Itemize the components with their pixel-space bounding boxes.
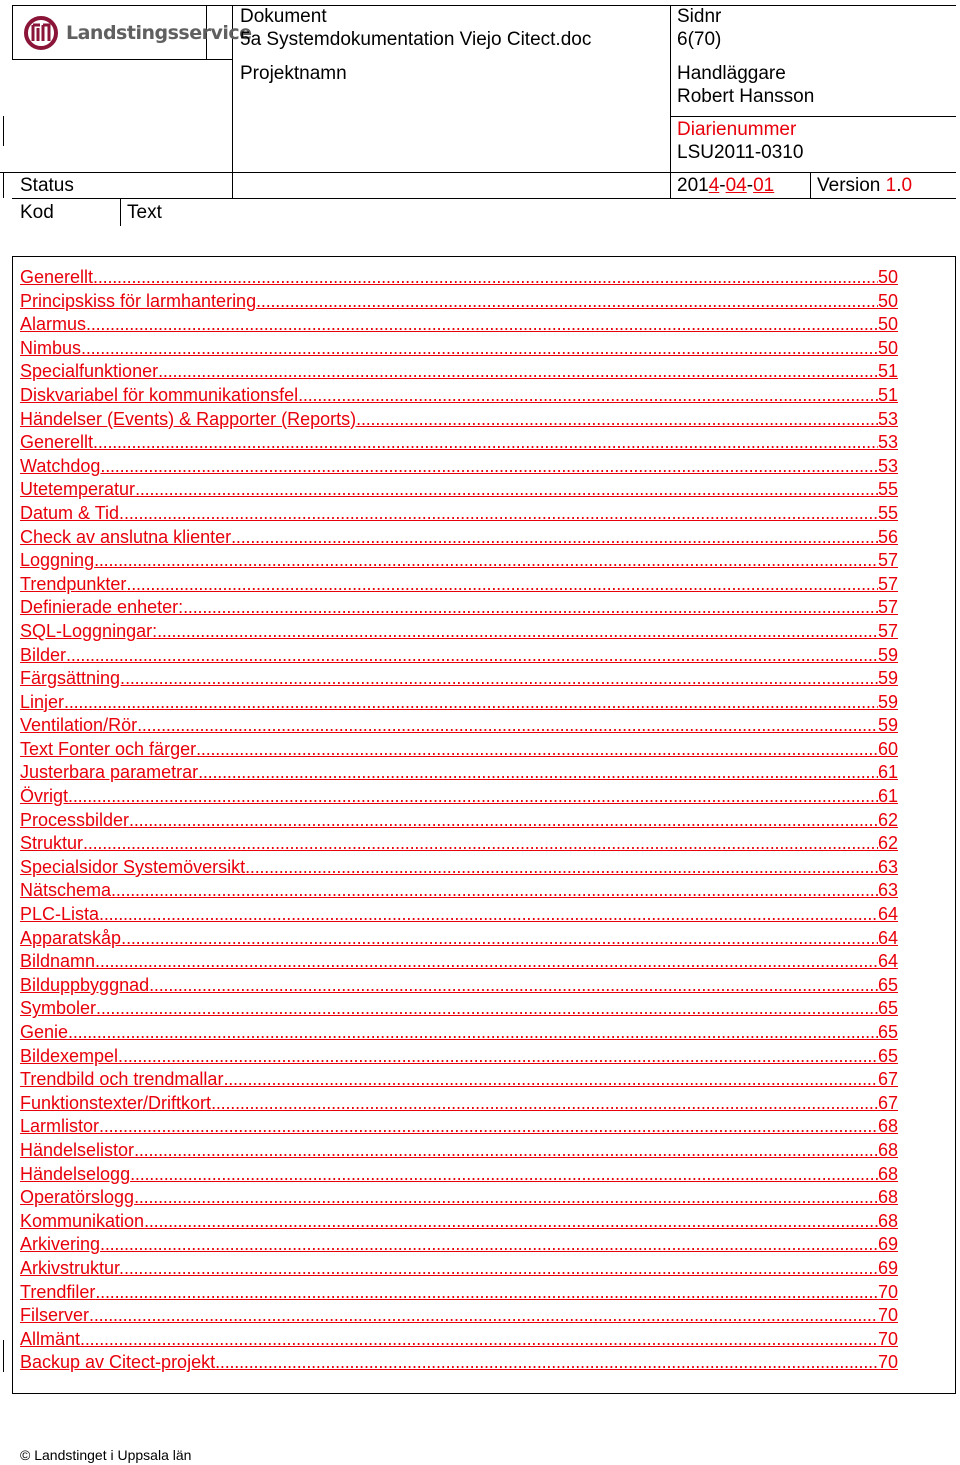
toc-dot-leader: [130, 1163, 878, 1185]
footer-text: Landstinget i Uppsala län: [34, 1447, 192, 1463]
kod-divider-line: [120, 198, 121, 226]
toc-dot-leader: [356, 408, 878, 430]
toc-entry-page[interactable]: 62: [877, 833, 898, 854]
toc-entry-title[interactable]: Alarmus: [20, 314, 87, 335]
toc-entry-page[interactable]: 70: [877, 1281, 898, 1302]
footer: [20, 1446, 191, 1464]
toc-entry[interactable]: [20, 879, 898, 903]
toc-entry-page[interactable]: 64: [877, 904, 898, 925]
toc-dot-leader: [135, 478, 878, 500]
toc-entry-title[interactable]: Ventilation/Rör: [20, 715, 138, 736]
logo: [24, 13, 252, 53]
toc-dot-leader: [231, 526, 878, 548]
toc-entry[interactable]: [20, 1233, 898, 1257]
change-bar: [3, 1340, 4, 1372]
header-top-line: [12, 5, 956, 6]
toc-entry-title[interactable]: Händelser (Events) & Rapporter (Reports): [20, 408, 357, 429]
toc-entry[interactable]: [20, 997, 898, 1021]
toc-entry[interactable]: [20, 1139, 898, 1163]
toc-dot-leader: [100, 455, 878, 477]
toc-entry-title[interactable]: Definierade enheter:: [20, 597, 184, 618]
toc-entry-page[interactable]: 69: [877, 1234, 898, 1255]
toc-dot-leader: [183, 596, 878, 618]
toc-dot-leader: [149, 974, 878, 996]
toc-entry-title[interactable]: Filserver: [20, 1305, 90, 1326]
toc-dot-leader: [158, 360, 878, 382]
toc-dot-leader: [124, 502, 878, 524]
toc-dot-leader: [134, 1139, 878, 1161]
toc-entry-page[interactable]: 57: [877, 620, 898, 641]
toc-entry-title[interactable]: Arkivering: [20, 1234, 101, 1255]
toc-entry[interactable]: [20, 738, 898, 762]
toc-entry-page[interactable]: 68: [877, 1116, 898, 1137]
toc-dot-leader: [196, 738, 878, 760]
toc-entry-title[interactable]: Generellt: [20, 267, 94, 287]
toc-entry[interactable]: [20, 1068, 898, 1092]
toc-entry-title[interactable]: Specialfunktioner: [20, 361, 159, 382]
toc-entry[interactable]: [20, 761, 898, 785]
toc-entry-title[interactable]: Principskiss för larmhantering: [20, 290, 257, 311]
toc-entry-title[interactable]: Backup av Citect-projekt: [20, 1352, 216, 1373]
toc-entry-page[interactable]: 61: [877, 786, 898, 807]
toc-entry[interactable]: [20, 549, 898, 573]
toc-dot-leader: [99, 903, 878, 925]
toc-entry-page[interactable]: 51: [877, 384, 898, 405]
toc-dot-leader: [298, 384, 878, 406]
toc-entry[interactable]: [20, 573, 898, 597]
toc-dot-leader: [198, 761, 878, 783]
toc-entry[interactable]: [20, 290, 898, 314]
toc-entry-page[interactable]: 65: [877, 998, 898, 1019]
toc-entry-page[interactable]: 53: [877, 408, 898, 429]
header-right-col-line: [670, 5, 671, 198]
toc-dot-leader: [134, 1186, 878, 1208]
toc-entry-title[interactable]: Övrigt: [20, 786, 69, 807]
toc-dot-leader: [93, 266, 878, 288]
toc-entry-page[interactable]: 68: [877, 1163, 898, 1184]
toc-dot-leader: [124, 1257, 878, 1279]
toc-entry[interactable]: [20, 384, 898, 408]
toc-entry-page[interactable]: 56: [877, 526, 898, 547]
toc-dot-leader: [223, 1068, 878, 1090]
toc-entry-page[interactable]: 50: [877, 290, 898, 311]
toc-entry[interactable]: [20, 856, 898, 880]
toc-entry-title[interactable]: Symboler: [20, 998, 97, 1019]
toc-entry-page[interactable]: 50: [877, 314, 898, 335]
toc-entry[interactable]: [20, 1281, 898, 1305]
header-left-line: [12, 5, 13, 59]
toc-entry[interactable]: [20, 644, 898, 668]
toc-entry[interactable]: [20, 832, 898, 856]
toc-dot-leader: [129, 809, 878, 831]
toc-entry-page[interactable]: 70: [877, 1352, 898, 1373]
dokument-label: Dokument: [240, 6, 327, 27]
copyright-icon: ©: [20, 1447, 31, 1463]
toc-entry[interactable]: [20, 337, 898, 361]
toc-entry-page[interactable]: 57: [877, 550, 898, 571]
toc-entry-page[interactable]: 65: [877, 974, 898, 995]
toc-entry[interactable]: [20, 408, 898, 432]
toc-entry-page[interactable]: 68: [877, 1187, 898, 1208]
toc-dot-leader: [137, 714, 878, 736]
toc-dot-leader: [95, 950, 878, 972]
toc-entry[interactable]: [20, 1351, 898, 1375]
toc-entry-title[interactable]: Kommunikation: [20, 1210, 145, 1231]
toc-entry-page[interactable]: 50: [877, 337, 898, 358]
toc-entry-page[interactable]: 64: [877, 927, 898, 948]
toc-dot-leader: [157, 620, 878, 642]
text-label: Text: [127, 202, 162, 223]
margin-line-1: [3, 116, 4, 146]
toc-entry-title[interactable]: SQL-Loggningar:: [20, 620, 158, 641]
status-top-line: [0, 172, 956, 173]
toc-entry-title[interactable]: Struktur: [20, 833, 84, 854]
diarienummer-value: LSU2011-0310: [677, 142, 804, 163]
toc-dot-leader: [125, 667, 878, 689]
toc-dot-leader: [93, 431, 878, 453]
toc-entry-title[interactable]: Larmlistor: [20, 1116, 100, 1137]
toc-entry-title[interactable]: Allmänt: [20, 1328, 81, 1349]
handlaggare-label: Handläggare: [677, 63, 786, 84]
toc-entry-title[interactable]: Apparatskåp.: [20, 927, 127, 948]
toc-entry-title[interactable]: Arkivstruktur.: [20, 1257, 125, 1278]
toc-entry[interactable]: [20, 903, 898, 927]
toc-entry-title[interactable]: Text Fonter och färger: [20, 738, 197, 759]
toc-entry-title[interactable]: Loggning: [20, 550, 95, 571]
toc-entry-title[interactable]: Diskvariabel för kommunikationsfel: [20, 384, 299, 405]
toc-dot-leader: [68, 785, 878, 807]
toc-entry-page[interactable]: 55: [877, 502, 898, 523]
handlaggare-value: Robert Hansson: [677, 86, 815, 107]
diarienummer-label: Diarienummer: [677, 119, 797, 140]
toc-dot-leader: [215, 1351, 878, 1373]
toc-entry[interactable]: [20, 1304, 898, 1328]
toc-entry-page[interactable]: 59: [877, 644, 898, 665]
toc-entry-page[interactable]: 59: [877, 715, 898, 736]
toc-dot-leader: [83, 832, 878, 854]
toc-dot-leader: [123, 1045, 878, 1067]
toc-entry-page[interactable]: 65: [877, 1022, 898, 1042]
toc-entry-title[interactable]: Händelselogg: [20, 1163, 131, 1184]
toc-entry-page[interactable]: 68: [877, 1139, 898, 1160]
toc-entry-page[interactable]: 55: [877, 479, 898, 500]
toc-entry-page[interactable]: 68: [877, 1210, 898, 1231]
toc-entry[interactable]: [20, 927, 898, 951]
toc-entry-title[interactable]: Trendbild och trendmallar: [20, 1069, 224, 1090]
toc-entry-page[interactable]: 51: [877, 361, 898, 382]
toc-entry-title[interactable]: Check av anslutna klienter: [20, 526, 232, 547]
toc-dot-leader: [81, 337, 878, 359]
date-value: 2014-04-01: [677, 175, 775, 196]
toc-entry-page[interactable]: 67: [877, 1069, 898, 1090]
toc-dot-leader: [95, 1281, 878, 1303]
toc-entry-title[interactable]: Justerbara parametrar: [20, 762, 199, 783]
toc-entry[interactable]: [20, 1257, 898, 1281]
toc-entry[interactable]: [20, 1163, 898, 1187]
toc-entry-title[interactable]: Operatörslogg: [20, 1187, 135, 1208]
toc-entry[interactable]: [20, 974, 898, 998]
toc-dot-leader: [100, 1233, 878, 1255]
table-of-contents: [20, 266, 898, 1375]
sidnr-value: 6(70): [677, 29, 722, 50]
toc-entry-page[interactable]: 67: [877, 1092, 898, 1113]
toc-entry[interactable]: [20, 431, 898, 455]
status-label: Status: [20, 175, 74, 196]
toc-entry[interactable]: [20, 1328, 898, 1352]
toc-entry[interactable]: [20, 266, 898, 290]
toc-dot-leader: [144, 1210, 878, 1232]
toc-dot-leader: [111, 879, 878, 901]
toc-entry-title[interactable]: Specialsidor Systemöversikt: [20, 856, 246, 877]
toc-dot-leader: [80, 1328, 878, 1350]
toc-entry-page[interactable]: 57: [877, 573, 898, 594]
toc-entry[interactable]: [20, 785, 898, 809]
toc-entry[interactable]: [20, 526, 898, 550]
document-header: [0, 0, 960, 250]
margin-line-2: [3, 172, 4, 198]
status-bottom-line: [12, 198, 956, 199]
toc-entry[interactable]: [20, 1021, 898, 1045]
toc-entry-page[interactable]: 59: [877, 691, 898, 712]
toc-dot-leader: [245, 856, 878, 878]
toc-dot-leader: [94, 549, 878, 571]
toc-entry-page[interactable]: 65: [877, 1045, 898, 1066]
toc-dot-leader: [68, 1021, 878, 1043]
toc-entry[interactable]: [20, 1186, 898, 1210]
toc-entry-title[interactable]: Bilduppbyggnad: [20, 974, 150, 995]
projektnamn-label: Projektnamn: [240, 63, 347, 84]
toc-entry-page[interactable]: 61: [877, 762, 898, 783]
toc-entry-page[interactable]: 50: [877, 267, 898, 287]
toc-entry-page[interactable]: 63: [877, 880, 898, 901]
toc-entry-title[interactable]: Trendpunkter: [20, 573, 127, 594]
toc-dot-leader: [126, 573, 878, 595]
toc-entry-title[interactable]: Generellt: [20, 432, 94, 453]
toc-dot-leader: [86, 313, 878, 335]
toc-entry[interactable]: [20, 1210, 898, 1234]
toc-dot-leader: [89, 1304, 878, 1326]
toc-entry-title[interactable]: PLC-Lista: [20, 904, 100, 925]
toc-dot-leader: [126, 927, 878, 949]
toc-entry[interactable]: [20, 620, 898, 644]
toc-entry-page[interactable]: 63: [877, 856, 898, 877]
toc-dot-leader: [211, 1092, 878, 1114]
toc-entry-title[interactable]: Linjer: [20, 691, 65, 712]
kod-label: Kod: [20, 202, 54, 223]
toc-entry-title[interactable]: Trendfiler: [20, 1281, 96, 1302]
toc-entry[interactable]: [20, 714, 898, 738]
toc-entry-title[interactable]: Bilder: [20, 644, 67, 665]
toc-entry-title[interactable]: Nätschema: [20, 880, 112, 901]
toc-entry-title[interactable]: Processbilder: [20, 809, 130, 830]
toc-entry-page[interactable]: 60: [877, 738, 898, 759]
landstingsservice-logo-icon: [24, 16, 58, 50]
toc-entry[interactable]: [20, 478, 898, 502]
toc-entry[interactable]: [20, 313, 898, 337]
toc-entry-page[interactable]: 62: [877, 809, 898, 830]
toc-entry-title[interactable]: Bildexempel.: [20, 1045, 124, 1066]
toc-entry-page[interactable]: 53: [877, 455, 898, 476]
toc-entry-title[interactable]: Färgsättning.: [20, 668, 126, 689]
toc-entry-title[interactable]: Händelselistor: [20, 1139, 135, 1160]
toc-entry-title[interactable]: Watchdog: [20, 455, 101, 476]
toc-entry[interactable]: [20, 596, 898, 620]
toc-dot-leader: [256, 290, 878, 312]
sidnr-label: Sidnr: [677, 6, 722, 27]
toc-dot-leader: [99, 1115, 878, 1137]
toc-entry[interactable]: [20, 809, 898, 833]
toc-entry[interactable]: [20, 455, 898, 479]
toc-entry-page[interactable]: 70: [877, 1328, 898, 1349]
toc-entry[interactable]: [20, 1115, 898, 1139]
toc-entry-page[interactable]: 57: [877, 597, 898, 618]
dokument-value: 5a Systemdokumentation Viejo Citect.doc: [240, 29, 592, 50]
toc-entry[interactable]: [20, 667, 898, 691]
toc-entry-title[interactable]: Utetemperatur: [20, 479, 136, 500]
toc-entry-title[interactable]: Datum & Tid.: [20, 502, 125, 523]
toc-entry-title[interactable]: Bildnamn: [20, 951, 96, 972]
logo-bottom-line: [12, 59, 232, 60]
toc-entry[interactable]: [20, 691, 898, 715]
toc-entry-page[interactable]: 64: [877, 951, 898, 972]
toc-entry-page[interactable]: 70: [877, 1305, 898, 1326]
toc-dot-leader: [96, 997, 878, 1019]
toc-entry-title[interactable]: Nimbus: [20, 337, 82, 358]
toc-entry[interactable]: [20, 360, 898, 384]
toc-entry-title[interactable]: Funktionstexter/Driftkort: [20, 1092, 212, 1113]
toc-entry-page[interactable]: 59: [877, 668, 898, 689]
toc-entry[interactable]: [20, 950, 898, 974]
toc-entry-title[interactable]: Genie: [20, 1022, 69, 1042]
version-divider-line: [810, 172, 811, 198]
toc-entry[interactable]: [20, 1092, 898, 1116]
toc-dot-leader: [64, 691, 878, 713]
toc-entry-page[interactable]: 69: [877, 1257, 898, 1278]
header-row-line: [670, 116, 956, 117]
toc-dot-leader: [66, 644, 878, 666]
toc-entry-page[interactable]: 53: [877, 432, 898, 453]
toc-entry[interactable]: [20, 1045, 898, 1069]
logo-text: Landstingsservice: [66, 22, 252, 44]
toc-entry[interactable]: [20, 502, 898, 526]
version-value: Version 1.0: [817, 175, 913, 196]
